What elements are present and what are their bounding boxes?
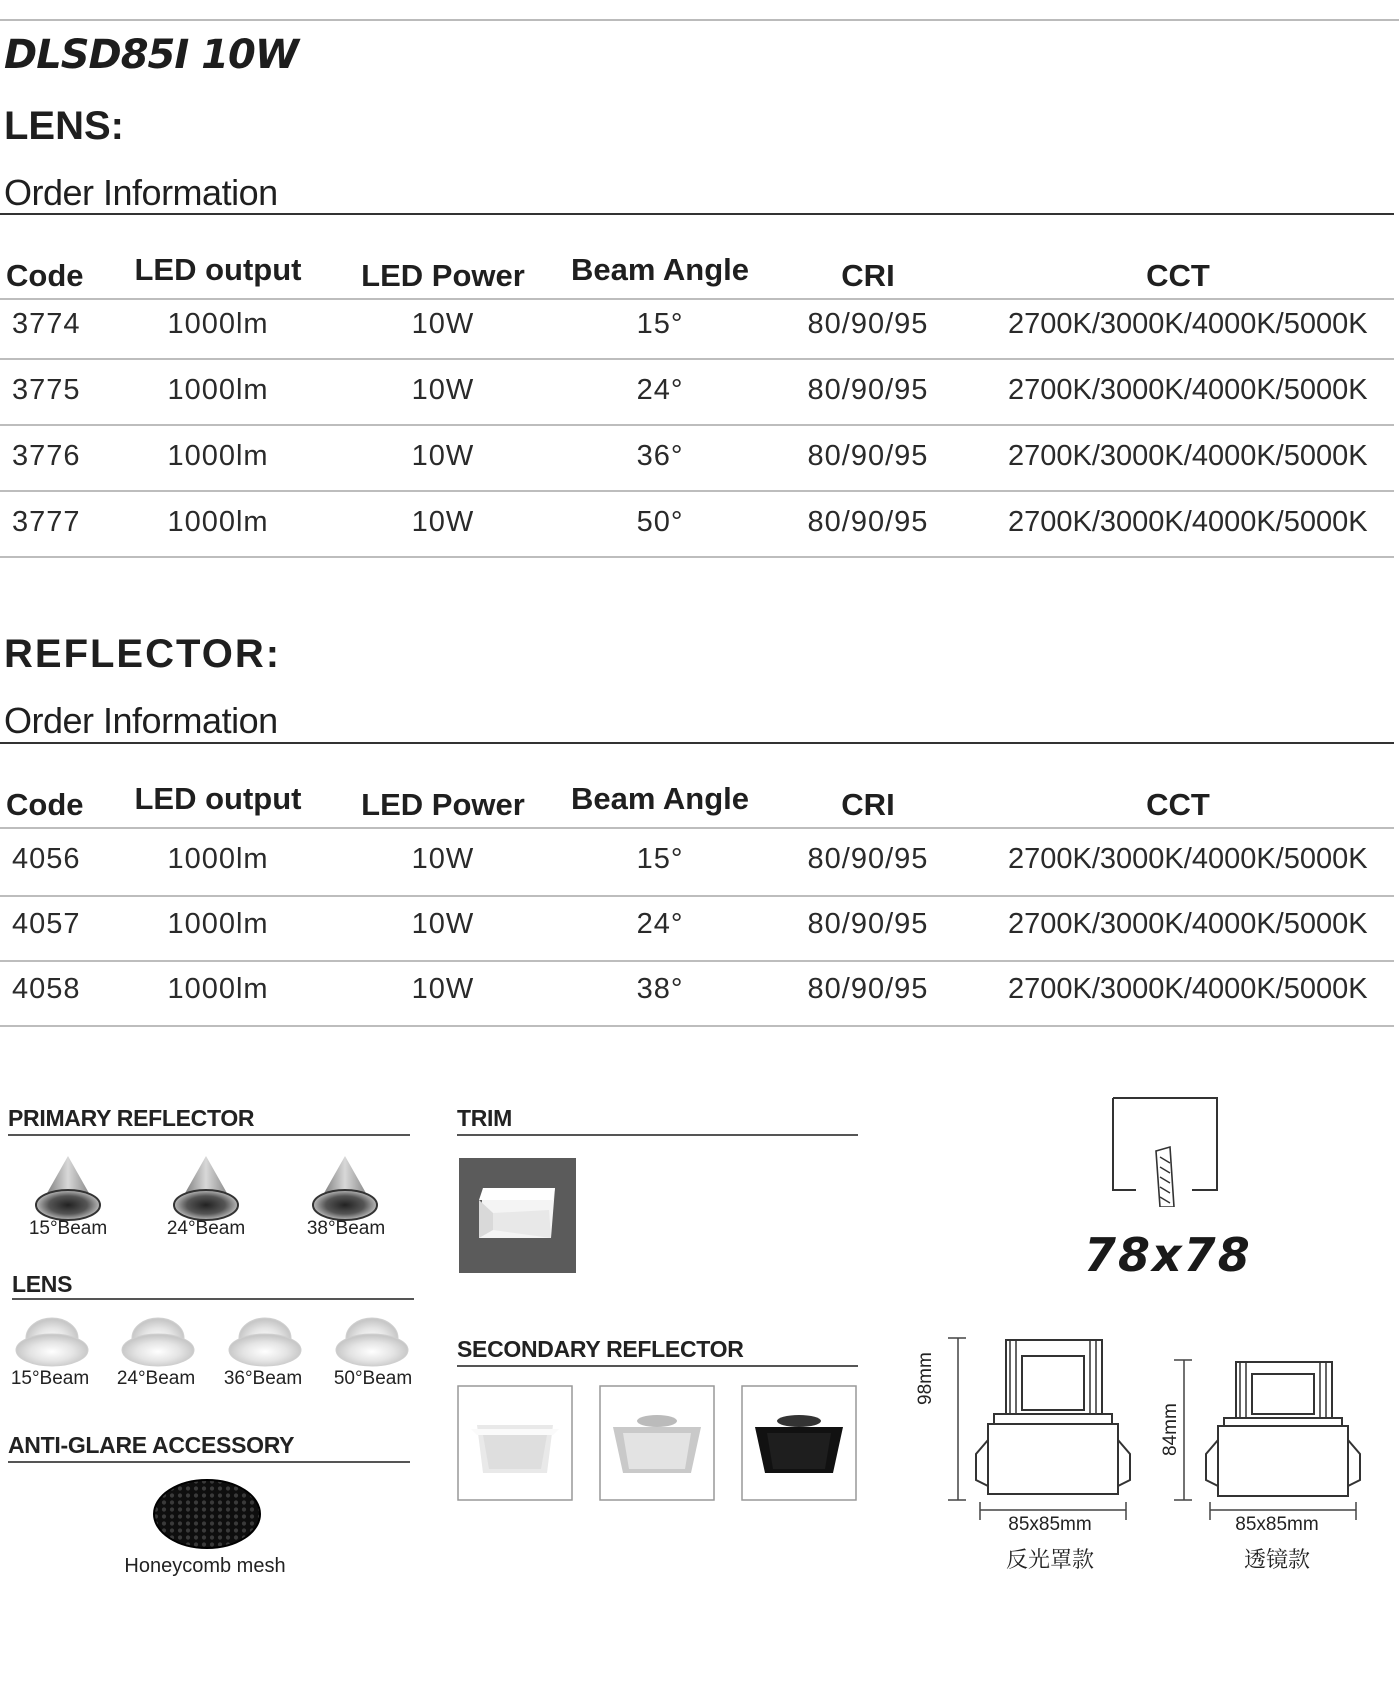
- lens-heading: LENS:: [4, 104, 124, 148]
- table-cell-code: 4058: [12, 973, 81, 1005]
- table-cell-cri: 80/90/95: [807, 973, 929, 1005]
- lens-order-info-heading: Order Information: [4, 172, 278, 213]
- table-header-beam-angle: Beam Angle: [570, 252, 749, 287]
- trim-heading: TRIM: [457, 1105, 513, 1131]
- top-rule: [0, 19, 1399, 21]
- table-cell-cri: 80/90/95: [807, 506, 929, 538]
- table-cell-cct: 2700K/3000K/4000K/5000K: [1008, 843, 1368, 875]
- table-cell-led-output: 1000lm: [167, 843, 269, 875]
- table-cell-code: 3774: [12, 308, 81, 340]
- table-cell-led-output: 1000lm: [167, 440, 269, 472]
- table-cell-led-output: 1000lm: [167, 374, 269, 406]
- anti-glare-heading: ANTI-GLARE ACCESSORY: [8, 1432, 295, 1458]
- table-cell-cct: 2700K/3000K/4000K/5000K: [1008, 973, 1368, 1005]
- anti-glare-rule: [8, 1461, 410, 1463]
- trim-rule: [457, 1134, 858, 1136]
- reflector-heading-rule: [0, 742, 1394, 744]
- table-cell-led-power: 10W: [411, 506, 475, 538]
- table-header-cri: CRI: [841, 258, 895, 293]
- table-header-led-output: LED output: [134, 781, 302, 816]
- lens-24-icon: [122, 1318, 194, 1366]
- reflector-38-icon: [313, 1156, 377, 1220]
- reflector-order-info-heading: Order Information: [4, 700, 278, 741]
- table-row-rule: [0, 424, 1394, 426]
- table-row-rule: [0, 490, 1394, 492]
- secondary-reflector-rule: [457, 1365, 858, 1367]
- secondary-reflector-silver-icon: [600, 1386, 714, 1500]
- primary-reflector-caption-3: 38°Beam: [306, 1218, 386, 1239]
- table-row-rule: [0, 960, 1394, 962]
- table-cell-led-power: 10W: [411, 374, 475, 406]
- table-header-code: Code: [6, 258, 84, 293]
- lens-images: [12, 1308, 416, 1376]
- secondary-reflector-white-icon: [458, 1386, 572, 1500]
- table-header-cct: CCT: [1146, 258, 1210, 293]
- secondary-reflector-heading: SECONDARY REFLECTOR: [457, 1336, 744, 1362]
- reflector-height-label: 98mm: [915, 1352, 936, 1405]
- table-cell-led-power: 10W: [411, 440, 475, 472]
- lens-50-icon: [336, 1318, 408, 1366]
- table-cell-beam-angle: 15°: [636, 308, 684, 340]
- table-cell-code: 3775: [12, 374, 81, 406]
- reflector-24-icon: [174, 1156, 238, 1220]
- table-cell-led-output: 1000lm: [167, 908, 269, 940]
- lens-caption-2: 24°Beam: [116, 1368, 196, 1389]
- table-header-code: Code: [6, 787, 84, 822]
- table-header-led-power: LED Power: [361, 258, 525, 293]
- cutout-diagram: [1112, 1097, 1218, 1207]
- secondary-reflector-images: [457, 1385, 861, 1503]
- table-cell-beam-angle: 50°: [636, 506, 684, 538]
- table-cell-beam-angle: 15°: [636, 843, 684, 875]
- table-cell-led-output: 1000lm: [167, 973, 269, 1005]
- table-row-rule: [0, 895, 1394, 897]
- table-cell-led-power: 10W: [411, 308, 475, 340]
- table-cell-beam-angle: 38°: [636, 973, 684, 1005]
- lens-caption-1: 15°Beam: [10, 1368, 90, 1389]
- table-header-rule: [0, 827, 1394, 829]
- lens-caption-4: 50°Beam: [333, 1368, 413, 1389]
- table-cell-cct: 2700K/3000K/4000K/5000K: [1008, 506, 1368, 538]
- primary-reflector-rule: [8, 1134, 410, 1136]
- table-cell-beam-angle: 24°: [636, 908, 684, 940]
- table-cell-led-power: 10W: [411, 973, 475, 1005]
- table-cell-code: 3776: [12, 440, 81, 472]
- reflector-width-label: 85x85mm: [1008, 1514, 1092, 1535]
- lens-width-label: 85x85mm: [1235, 1514, 1319, 1535]
- product-title: DLSD85I 10W: [4, 32, 298, 78]
- table-cell-cct: 2700K/3000K/4000K/5000K: [1008, 308, 1368, 340]
- table-cell-cri: 80/90/95: [807, 908, 929, 940]
- lens-accessory-heading: LENS: [12, 1271, 73, 1297]
- table-header-cct: CCT: [1146, 787, 1210, 822]
- honeycomb-mesh-icon: [152, 1478, 262, 1550]
- primary-reflector-caption-1: 15°Beam: [28, 1218, 108, 1239]
- trim-image: [459, 1158, 576, 1273]
- table-header-beam-angle: Beam Angle: [570, 781, 749, 816]
- table-cell-cri: 80/90/95: [807, 440, 929, 472]
- lens-caption-3: 36°Beam: [223, 1368, 303, 1389]
- primary-reflector-heading: PRIMARY REFLECTOR: [8, 1105, 255, 1131]
- lens-36-icon: [229, 1318, 301, 1366]
- reflector-heading: REFLECTOR:: [4, 632, 282, 676]
- table-cell-beam-angle: 36°: [636, 440, 684, 472]
- table-cell-code: 4057: [12, 908, 81, 940]
- table-cell-cri: 80/90/95: [807, 843, 929, 875]
- lens-version-caption: 透镜款: [1243, 1548, 1310, 1573]
- dimension-drawing-lens: [1160, 1352, 1370, 1532]
- honeycomb-mesh-caption: Honeycomb mesh: [124, 1555, 286, 1577]
- lens-15-icon: [16, 1318, 88, 1366]
- table-cell-code: 4056: [12, 843, 81, 875]
- primary-reflector-caption-2: 24°Beam: [166, 1218, 246, 1239]
- dimension-drawing-reflector: [930, 1330, 1140, 1535]
- table-cell-cct: 2700K/3000K/4000K/5000K: [1008, 440, 1368, 472]
- reflector-15-icon: [36, 1156, 100, 1220]
- table-header-rule: [0, 298, 1394, 300]
- table-header-led-output: LED output: [134, 252, 302, 287]
- table-row-rule: [0, 556, 1394, 558]
- table-cell-led-power: 10W: [411, 908, 475, 940]
- lens-heading-rule: [0, 213, 1394, 215]
- table-cell-cri: 80/90/95: [807, 374, 929, 406]
- table-row-rule: [0, 358, 1394, 360]
- table-cell-cct: 2700K/3000K/4000K/5000K: [1008, 374, 1368, 406]
- table-cell-led-output: 1000lm: [167, 308, 269, 340]
- table-cell-code: 3777: [12, 506, 81, 538]
- table-cell-led-output: 1000lm: [167, 506, 269, 538]
- lens-height-label: 84mm: [1160, 1403, 1181, 1456]
- secondary-reflector-black-icon: [742, 1386, 856, 1500]
- table-cell-cri: 80/90/95: [807, 308, 929, 340]
- reflector-version-caption: 反光罩款: [1005, 1548, 1094, 1573]
- table-cell-cct: 2700K/3000K/4000K/5000K: [1008, 908, 1368, 940]
- table-cell-led-power: 10W: [411, 843, 475, 875]
- table-header-cri: CRI: [841, 787, 895, 822]
- table-header-led-power: LED Power: [361, 787, 525, 822]
- table-cell-beam-angle: 24°: [636, 374, 684, 406]
- cutout-label: 78x78: [1084, 1228, 1252, 1282]
- table-row-rule: [0, 1025, 1394, 1027]
- lens-accessory-rule: [12, 1298, 414, 1300]
